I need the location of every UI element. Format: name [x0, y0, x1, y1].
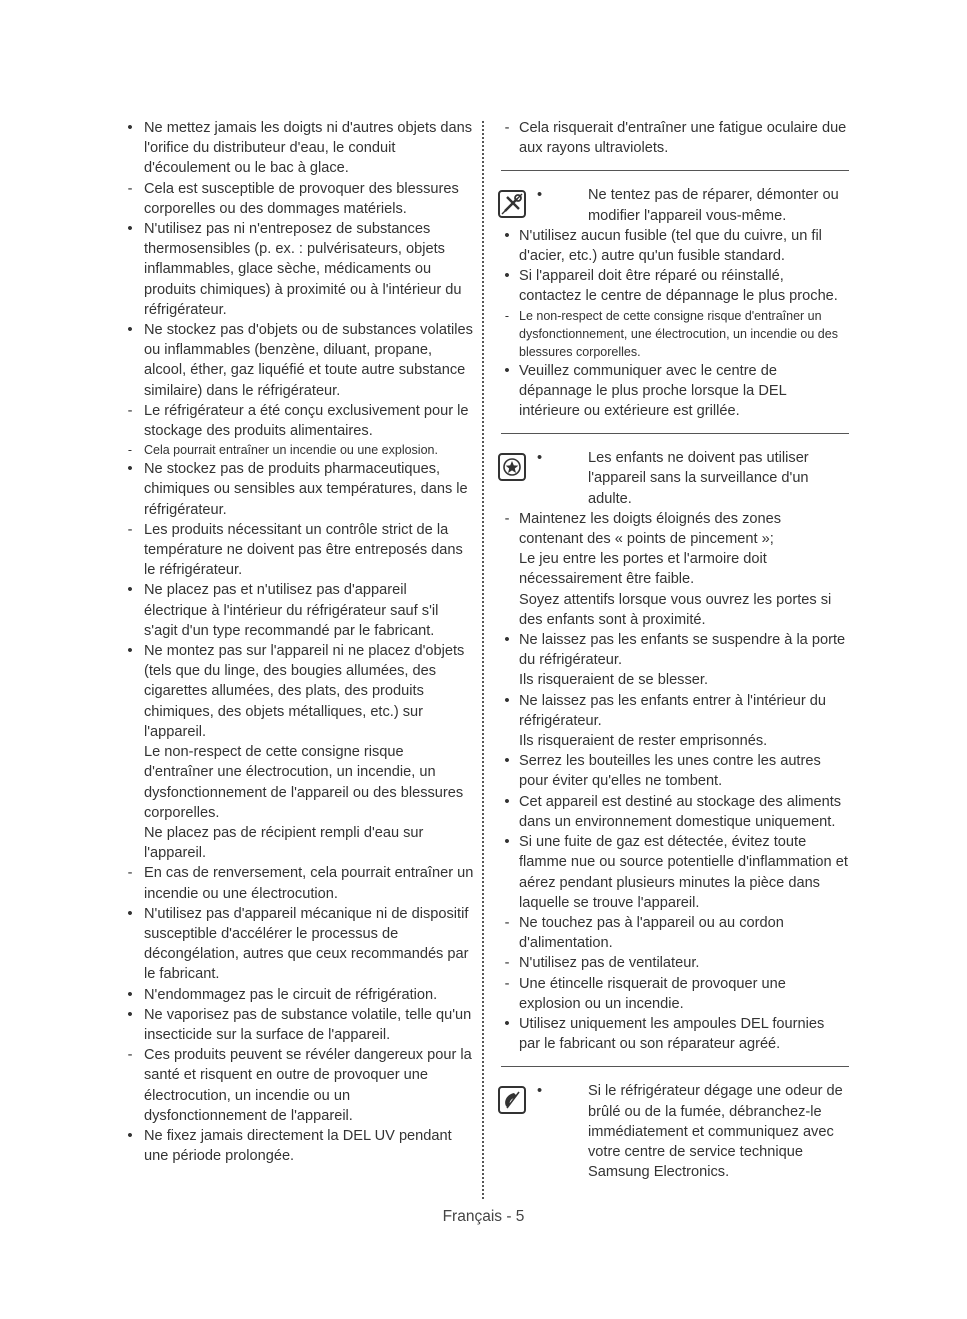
bullet-marker [116, 904, 144, 924]
item-text: Cela est susceptible de provoquer des blessures corporelles ou des dommages matériels. [144, 180, 459, 217]
item-text: Ne placez pas et n'utilisez pas d'appareil électrique à l'intérieur du réfrigérateur sauf s'il s'agit d'un type recommandé par le fabricant. [144, 582, 439, 639]
column-divider [482, 121, 484, 1199]
right-column [497, 118, 849, 1182]
item-text: N'utilisez pas de ventilateur. [519, 955, 700, 972]
bullet-marker [497, 1014, 517, 1034]
bullet-marker [537, 448, 542, 468]
item-text: N'utilisez pas ni n'entreposez de substances thermosensibles (p. ex. : pulvérisateurs, objets inflammables, glace sèche, médicaments ou produits chimiques) à proximité ou à l'intérieur du réfrigérateur. [144, 221, 462, 318]
section-lead-text: Ne tentez pas de réparer, démonter ou modifier l'appareil vous-même. [588, 187, 839, 224]
item-text: Ne stockez pas d'objets ou de substances volatiles ou inflammables (benzène, diluant, propane, alcool, éther, gaz liquéfié et toute autre substance similaire) dans le réfrigérateur. [144, 322, 473, 399]
item-extra-text: Soyez attentifs lorsque vous ouvrez les portes si des enfants sont à proximité. [519, 591, 832, 628]
section-divider [501, 170, 849, 171]
dash-note [116, 1045, 474, 1126]
dash-note [497, 913, 849, 953]
bullet-item [116, 118, 474, 179]
item-text: Cela pourrait entraîner un incendie ou une explosion. [144, 443, 438, 458]
item-extra-text: Le jeu entre les portes et l'armoire doit nécessairement être faible. [519, 551, 767, 588]
item-text: Ne montez pas sur l'appareil ni ne placez d'objets (tels que du linge, des bougies allumées, des cigarettes allumées, des plats, des produits chimiques, des objets métalliques, etc.) sur l'appareil. [144, 643, 465, 740]
dash-marker [116, 520, 144, 540]
bullet-marker [497, 226, 517, 246]
warning-section [497, 1081, 849, 1182]
dash-note [116, 401, 474, 441]
dash-note [116, 863, 474, 903]
dash-marker [116, 1045, 144, 1065]
item-text: Le réfrigérateur a été conçu exclusivement pour le stockage des produits alimentaires. [144, 402, 469, 440]
item-extra-text: Ils risqueraient de se blesser. [519, 672, 709, 689]
section-lead-text: Les enfants ne doivent pas utiliser l'appareil sans la surveillance d'un adulte. [588, 450, 809, 507]
bullet-item [116, 219, 474, 320]
item-extra-text: Ne placez pas de récipient rempli d'eau sur l'appareil. [144, 824, 424, 862]
bullet-marker [497, 266, 517, 286]
bullet-item [116, 641, 474, 863]
item-text: Si l'appareil doit être réparé ou réinstallé, contactez le centre de dépannage le plus proche. [519, 268, 838, 305]
bullet-item [497, 630, 849, 691]
item-text: Utilisez uniquement les ampoules DEL fournies par le fabricant ou son réparateur agréé. [519, 1015, 825, 1053]
bullet-marker [116, 580, 144, 600]
bullet-item [497, 361, 849, 422]
item-text: Une étincelle risquerait de provoquer une explosion ou un incendie. [519, 975, 786, 1012]
bullet-marker [497, 691, 517, 711]
dash-marker [116, 179, 144, 199]
dash-marker [497, 953, 517, 973]
dash-marker [116, 863, 144, 883]
bullet-item [497, 1014, 849, 1054]
bullet-marker [537, 185, 542, 205]
bullet-item [497, 792, 849, 832]
bullet-marker [116, 118, 144, 138]
bullet-marker [116, 219, 144, 239]
bullet-item [497, 266, 849, 306]
dash-marker [497, 974, 517, 994]
left-column [116, 118, 474, 1166]
bullet-marker [497, 361, 517, 381]
item-text: En cas de renversement, cela pourrait entraîner un incendie ou une électrocution. [144, 865, 474, 902]
item-text: N'endommagez pas le circuit de réfrigération. [144, 986, 438, 1003]
dash-marker [497, 509, 517, 529]
dash-note [116, 179, 474, 219]
item-text: Si une fuite de gaz est détectée, évitez toute flamme nue ou source potentielle d'inflammation et aérez pendant plusieurs minutes la pièce dans laquelle se trouve l'appareil. [519, 834, 848, 911]
item-text: Maintenez les doigts éloignés des zones contenant des « points de pincement »; [519, 510, 782, 548]
section-lead [497, 1081, 849, 1182]
bullet-marker [497, 751, 517, 771]
item-text: Ne mettez jamais les doigts ni d'autres objets dans l'orifice du distributeur d'eau, le conduit d'écoulement ou le bac à glace. [144, 120, 473, 177]
item-text: Ne fixez jamais directement la DEL UV pendant une période prolongée. [144, 1127, 452, 1165]
dash-note [116, 441, 474, 459]
bullet-item [116, 985, 474, 1005]
item-text: Ne touchez pas à l'appareil ou au cordon d'alimentation. [519, 914, 784, 952]
dash-marker [116, 441, 144, 459]
section-lead-text: Si le réfrigérateur dégage une odeur de brûlé ou de la fumée, débranchez-le immédiatement et communiquez avec votre centre de service technique Samsung Electronics. [588, 1083, 843, 1181]
item-text: N'utilisez pas d'appareil mécanique ni de dispositif susceptible d'accélérer le processus de décongélation, autres que ceux recommandés par le fabricant. [144, 905, 469, 983]
dash-note [497, 953, 849, 973]
section-lead [497, 185, 849, 225]
item-text: Ne laissez pas les enfants se suspendre à la porte du réfrigérateur. [519, 632, 846, 669]
bullet-marker [497, 630, 517, 650]
item-text: N'utilisez aucun fusible (tel que du cuivre, un fil d'acier, etc.) autre qu'un fusible standard. [519, 227, 822, 265]
bullet-item [116, 1126, 474, 1166]
bullet-item [497, 226, 849, 266]
bullet-marker [116, 641, 144, 661]
dash-marker [497, 307, 517, 325]
dash-marker [497, 118, 517, 138]
bullet-item [116, 904, 474, 985]
bullet-marker [116, 1126, 144, 1146]
item-text: Veuillez communiquer avec le centre de dépannage le plus proche lorsque la DEL intérieure ou extérieure est grillée. [519, 362, 787, 420]
item-text: Le non-respect de cette consigne risque d'entraîner un dysfonctionnement, une électrocution, un incendie ou des blessures corporelles. [519, 308, 838, 359]
section-lead [497, 448, 849, 509]
page-footer: Français - 5 [442, 1208, 525, 1225]
item-text: Ne vaporisez pas de substance volatile, telle qu'un insecticide sur la surface de l'appareil. [144, 1006, 472, 1043]
item-extra-text: Ils risqueraient de rester emprisonnés. [519, 733, 768, 750]
warning-section [497, 448, 849, 509]
dash-note [497, 509, 849, 630]
bullet-item [497, 832, 849, 913]
item-text: Les produits nécessitant un contrôle strict de la température ne doivent pas être entreposés dans le réfrigérateur. [144, 521, 463, 579]
bullet-item [116, 1005, 474, 1045]
dash-note [497, 118, 849, 158]
bullet-item [116, 580, 474, 641]
bullet-marker [116, 985, 144, 1005]
bullet-item [116, 320, 474, 401]
item-text: Ne stockez pas de produits pharmaceutiques, chimiques ou sensibles aux températures, dans le réfrigérateur. [144, 461, 468, 518]
dash-marker [497, 913, 517, 933]
dash-note [497, 974, 849, 1014]
bullet-marker [497, 792, 517, 812]
item-text: Serrez les bouteilles les unes contre les autres pour éviter qu'elles ne tombent. [519, 753, 821, 790]
item-text: Cet appareil est destiné au stockage des aliments dans un environnement domestique uniquement. [519, 793, 842, 830]
dash-marker [116, 401, 144, 421]
item-text: Ne laissez pas les enfants entrer à l'intérieur du réfrigérateur. [519, 692, 826, 729]
item-text: Cela risquerait d'entraîner une fatigue oculaire due aux rayons ultraviolets. [519, 120, 847, 157]
bullet-marker [116, 459, 144, 479]
dash-note [497, 307, 849, 361]
warning-section [497, 185, 849, 225]
bullet-item [497, 751, 849, 791]
item-extra-text: Le non-respect de cette consigne risque d'entraîner une électrocution, un incendie, un dysfonctionnement de l'appareil ou des blessures corporelles. [144, 744, 464, 821]
bullet-marker [537, 1081, 542, 1101]
bullet-marker [497, 832, 517, 852]
dash-note [116, 520, 474, 581]
bullet-item [497, 691, 849, 752]
bullet-item [116, 459, 474, 520]
bullet-marker [116, 1005, 144, 1025]
section-divider [501, 433, 849, 434]
item-text: Ces produits peuvent se révéler dangereux pour la santé et risquent en outre de provoquer une électrocution, un incendie ou un dysfonctionnement de l'appareil. [144, 1047, 472, 1124]
bullet-marker [116, 320, 144, 340]
section-divider [501, 1066, 849, 1067]
